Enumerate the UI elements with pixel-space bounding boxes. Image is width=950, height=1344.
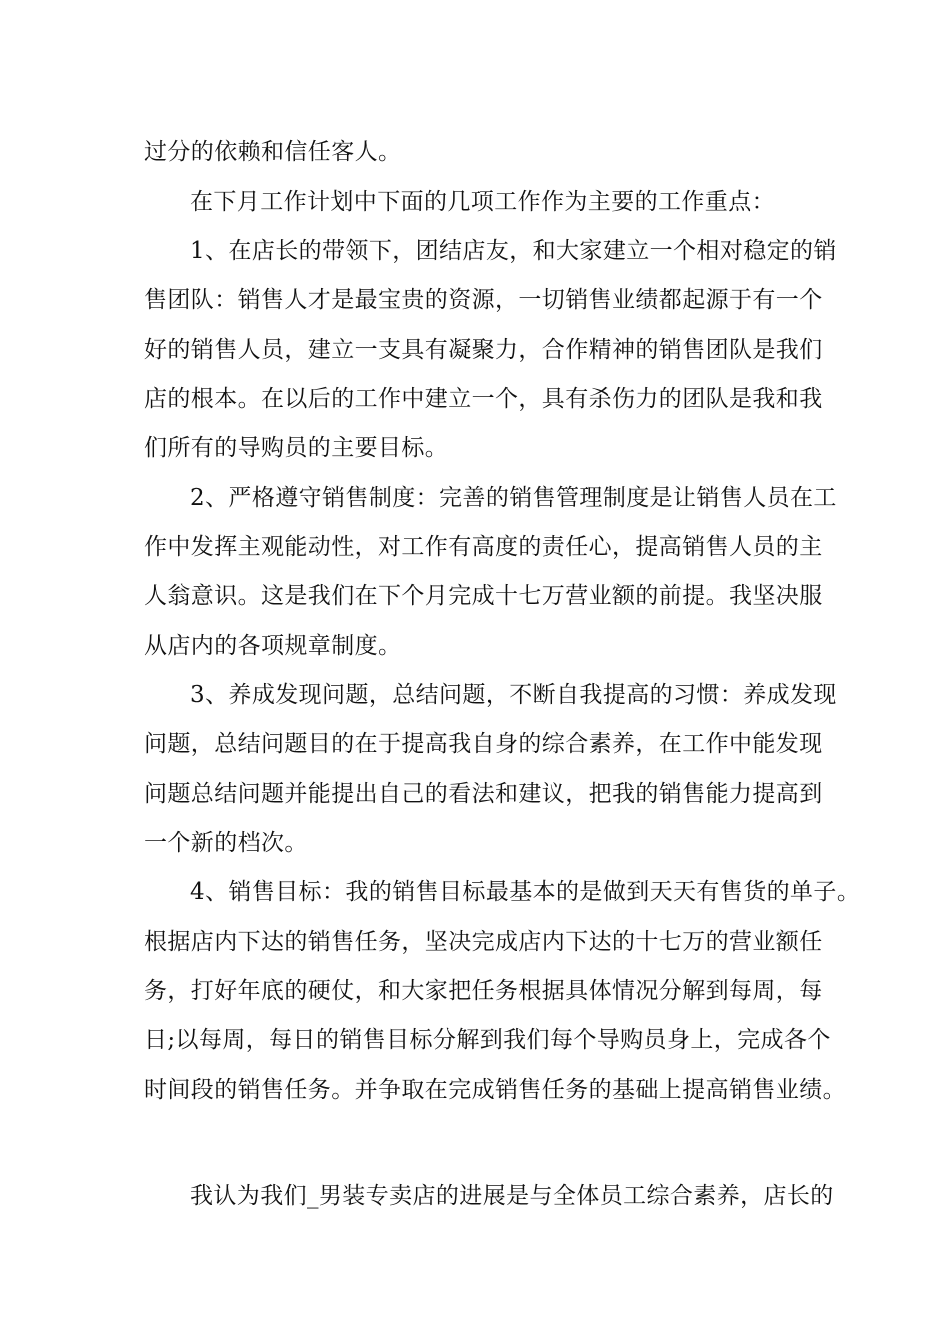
paragraph-line: 4、销售目标：我的销售目标最基本的是做到天天有售货的单子。 xyxy=(190,879,861,905)
paragraph-line: 从店内的各项规章制度。 xyxy=(144,633,402,659)
paragraph-line: 在下月工作计划中下面的几项工作作为主要的工作重点： xyxy=(190,189,775,215)
paragraph-line: 1、在店长的带领下，团结店友，和大家建立一个相对稳定的销 xyxy=(190,238,837,264)
paragraph-line: 售团队：销售人才是最宝贵的资源，一切销售业绩都起源于有一个 xyxy=(144,287,823,313)
paragraph-line: 人翁意识。这是我们在下个月完成十七万营业额的前提。我坚决服 xyxy=(144,583,823,609)
paragraph-line: 根据店内下达的销售任务，坚决完成店内下达的十七万的营业额任 xyxy=(144,929,823,955)
paragraph-line: 们所有的导购员的主要目标。 xyxy=(144,435,449,461)
paragraph-line: 店的根本。在以后的工作中建立一个，具有杀伤力的团队是我和我 xyxy=(144,386,823,412)
paragraph-line: 过分的依赖和信任客人。 xyxy=(144,139,402,165)
paragraph-line: 务，打好年底的硬仗，和大家把任务根据具体情况分解到每周，每 xyxy=(144,978,823,1004)
paragraph-line: 问题，总结问题目的在于提高我自身的综合素养，在工作中能发现 xyxy=(144,731,823,757)
paragraph-line: 好的销售人员，建立一支具有凝聚力，合作精神的销售团队是我们 xyxy=(144,337,823,363)
paragraph-line: 我认为我们_男装专卖店的进展是与全体员工综合素养，店长的 xyxy=(190,1183,834,1209)
paragraph-line: 问题总结问题并能提出自己的看法和建议，把我的销售能力提高到 xyxy=(144,781,823,807)
paragraph-line: 日;以每周，每日的销售目标分解到我们每个导购员身上，完成各个 xyxy=(144,1027,831,1053)
paragraph-line: 2、严格遵守销售制度：完善的销售管理制度是让销售人员在工 xyxy=(190,485,837,511)
paragraph-line: 时间段的销售任务。并争取在完成销售任务的基础上提高销售业绩。 xyxy=(144,1077,846,1103)
paragraph-line: 一个新的档次。 xyxy=(144,830,308,856)
paragraph-line: 作中发挥主观能动性，对工作有高度的责任心，提高销售人员的主 xyxy=(144,534,823,560)
paragraph-line: 3、养成发现问题，总结问题，不断自我提高的习惯：养成发现 xyxy=(190,682,837,708)
